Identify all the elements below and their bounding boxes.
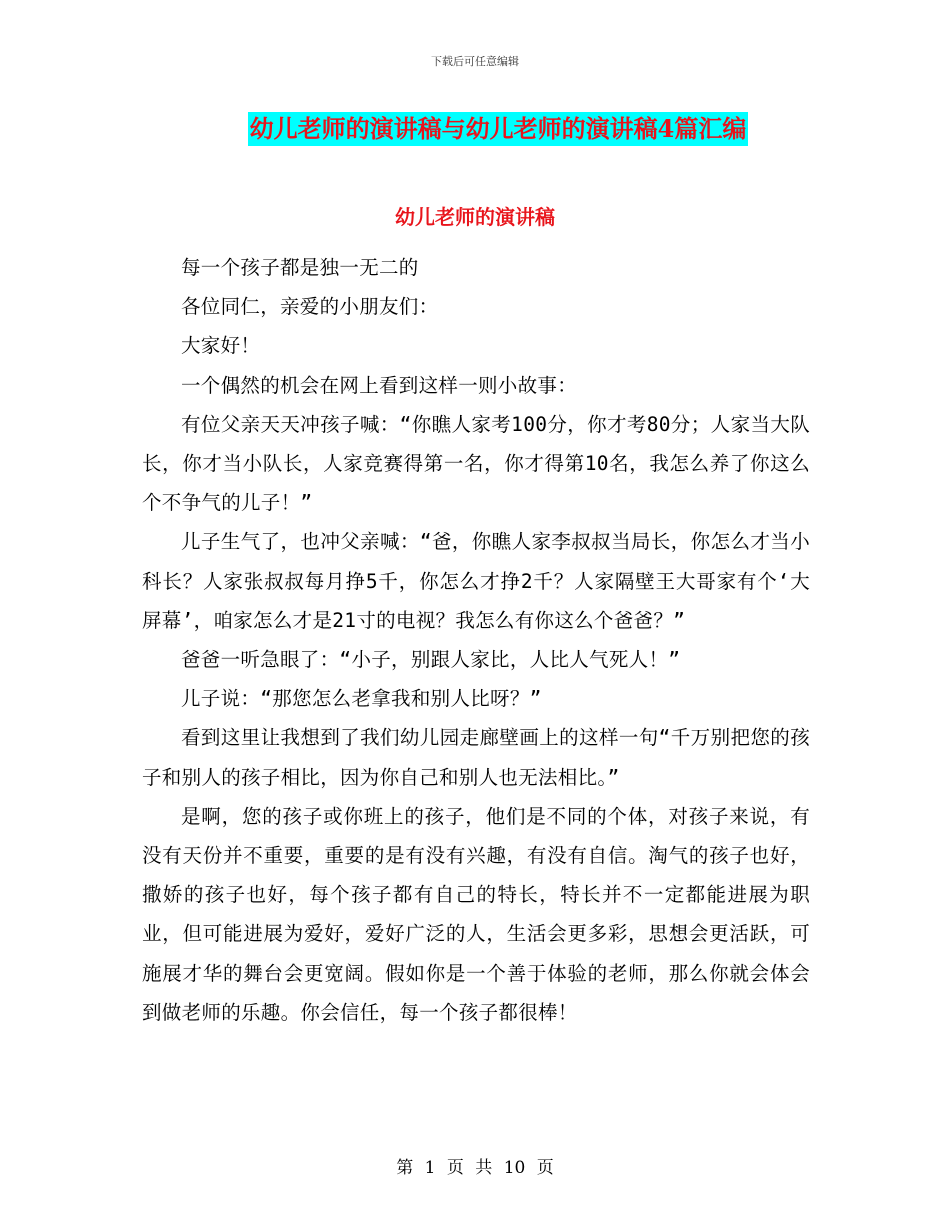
paragraph: 看到这里让我想到了我们幼儿园走廊壁画上的这样一句“千万别把您的孩子和别人的孩子相比，因为你自己和别人也无法相比。”	[142, 726, 810, 789]
page-number-footer: 第 1 页 共 10 页	[396, 1158, 554, 1178]
paragraph: 爸爸一听急眼了：“小子，别跟人家比，人比人气死人！”	[181, 648, 681, 672]
paragraph: 每一个孩子都是独一无二的	[181, 256, 419, 279]
header-note: 下载后可任意编辑	[431, 55, 519, 68]
paragraph: 一个偶然的机会在网上看到这样一则小故事：	[181, 373, 578, 397]
paragraph: 是啊，您的孩子或你班上的孩子，他们是不同的个体，对孩子来说，有没有天份并不重要，重要的是有没有兴趣，有没有自信。淘气的孩子也好，撒娇的孩子也好，每个孩子都有自己的特长，特长并不一定都能进展为职业，但可能进展为爱好，爱好广泛的人，生活会更多彩，思想会更活跃，可施展才华的舞台会更宽阔。假如你是一个善于体验的老师，那么你就会体会到做老师的乐趣。你会信任，每一个孩子都很棒！	[142, 804, 810, 1024]
main-title-container	[0, 112, 950, 146]
paragraph: 儿子生气了，也冲父亲喊：“爸，你瞧人家李叔叔当局长，你怎么才当小科长？人家张叔叔每月挣5千，你怎么才挣2千？人家隔壁王大哥家有个‘大屏幕’，咱家怎么才是21寸的电视？我怎么有你这么个爸爸？”	[142, 530, 810, 632]
document-body	[142, 248, 810, 1032]
paragraph: 各位同仁，亲爱的小朋友们：	[181, 295, 439, 319]
paragraph: 有位父亲天天冲孩子喊：“你瞧人家考100分，你才考80分；人家当大队长，你才当小队长，人家竞赛得第一名，你才得第10名，我怎么养了你这么个不争气的儿子！”	[142, 412, 810, 515]
paragraph: 大家好！	[181, 334, 261, 358]
section-title: 幼儿老师的演讲稿	[395, 205, 555, 229]
paragraph: 儿子说：“那您怎么老拿我和别人比呀？”	[181, 687, 542, 711]
document-main-title: 幼儿老师的演讲稿与幼儿老师的演讲稿4篇汇编	[248, 112, 749, 146]
